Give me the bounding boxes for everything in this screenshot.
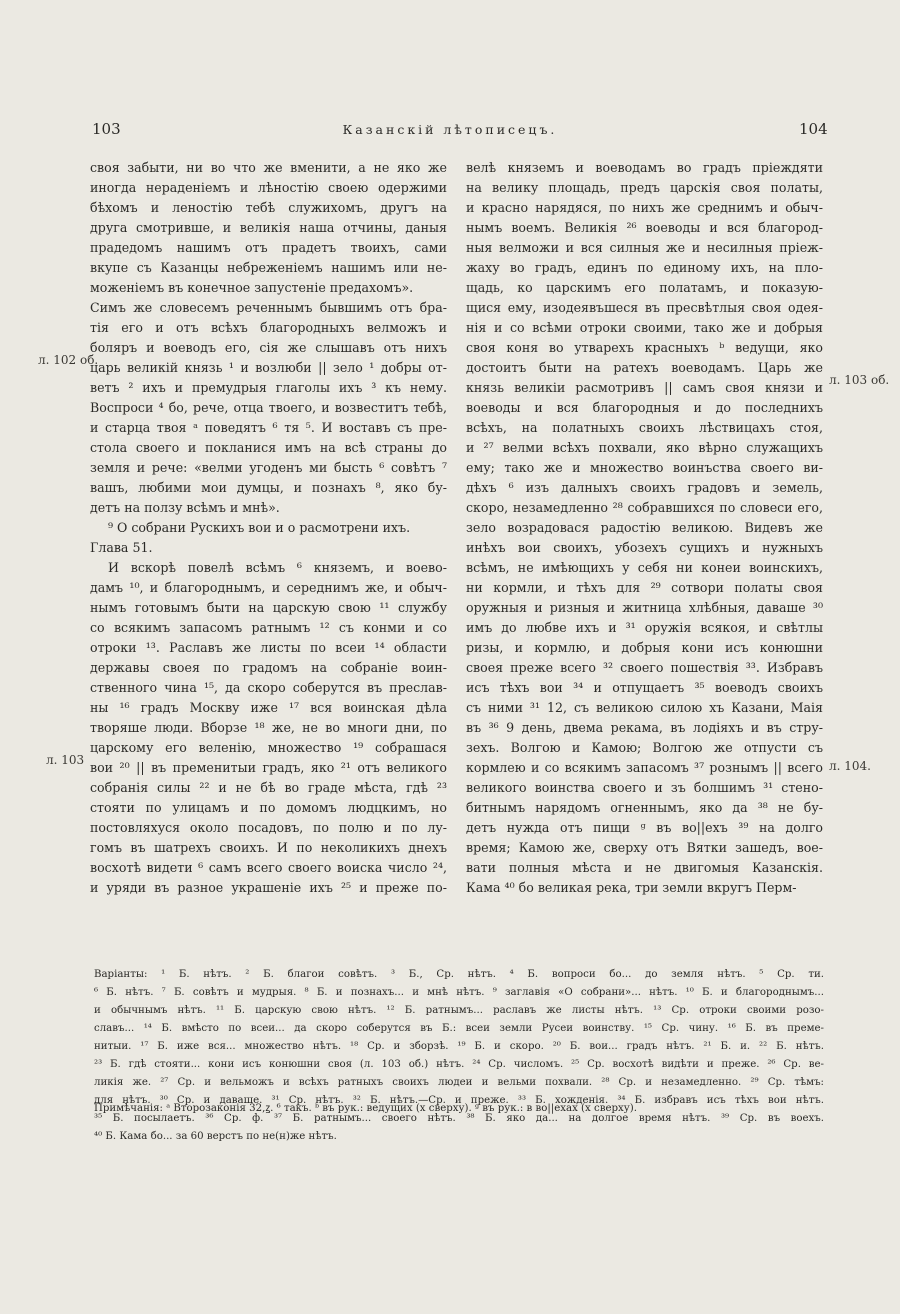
text-line: жаху во градъ, единъ по единому ихъ, на пло- — [466, 260, 823, 275]
text-line: вати полныя мѣста и не двигомыя Казанскія. — [466, 860, 823, 875]
margin-note-folio: л. 103 об. — [829, 373, 890, 387]
page-number-left: 103 — [92, 120, 121, 138]
text-line: ныя велможи и вся силныя же и несилныя пріеж- — [466, 240, 823, 255]
variant-line: ³⁵ Б. посылаетъ. ³⁶ Ср. ф. ³⁷ Б. ратнымъ... своего нѣтъ. ³⁸ Б. яко да... на долгое время нѣтъ. ³⁹ Ср. въ воехъ. — [94, 1113, 824, 1124]
text-line: творяше люди. Вборзе ¹⁸ же, не во многи дни, по — [90, 720, 447, 735]
text-line: дамъ ¹⁰, и благороднымъ, и середнимъ же, и обыч- — [90, 580, 447, 595]
text-line: друга смотривше, и великія наша отчины, даныя — [90, 220, 447, 235]
text-line: и ²⁷ велми всѣхъ похвали, яко вѣрно служащихъ — [466, 440, 823, 455]
text-line: тія его и отъ всѣхъ благородныхъ велможъ и — [90, 320, 447, 335]
text-line: ственного чина ¹⁵, да скоро соберутся въ преслав- — [90, 680, 447, 695]
text-line: исъ тѣхъ вои ³⁴ и отпущаетъ ³⁵ воеводъ своихъ — [466, 680, 823, 695]
text-line: гомъ въ шатрехъ своихъ. И по неколикихъ днехъ — [90, 840, 447, 855]
text-line: нымъ готовымъ быти на царскую свою ¹¹ службу — [90, 600, 447, 615]
text-line: вашъ, любими мои думцы, и познахъ ⁸, яко бу- — [90, 480, 447, 495]
variant-line: Варіанты: ¹ Б. нѣтъ. ² Б. благои совѣтъ. ³ Б., Ср. нѣтъ. ⁴ Б. вопроси бо... до земля нѣтъ. ⁵ Ср. ти. — [94, 969, 824, 980]
text-line: нымъ воемъ. Великія ²⁶ воеводы и вся благород- — [466, 220, 823, 235]
text-line: и красно нарядяся, по нихъ же среднимъ и обыч- — [466, 200, 823, 215]
margin-note-folio: л. 104. — [829, 759, 871, 773]
variant-line: ²³ Б. гдѣ стояти... кони исъ конюшни своя (л. 103 об.) нѣтъ. ²⁴ Ср. числомъ. ²⁵ Ср. восхотѣ видѣти и преже. ²⁶ Ср. ве- — [94, 1059, 824, 1070]
text-line: имъ до любве ихъ и ³¹ оружія всякоя, и свѣтлы — [466, 620, 823, 635]
text-line: время; Камою же, сверху отъ Вятки зашедъ, вое- — [466, 840, 823, 855]
text-line: державы своея по градомъ на собраніе воин- — [90, 660, 447, 675]
text-line: зело возрадовася радостію великою. Видевъ же — [466, 520, 823, 535]
remarks-footnote — [94, 1100, 824, 1118]
variant-line: славъ... ¹⁴ Б. вмѣсто по всеи... да скоро соберутся въ Б.: всеи земли Русеи воинству. ¹⁵ Ср. чину. ¹⁶ Б. въ преме- — [94, 1023, 824, 1034]
text-line: Воспроси ⁴ бо, рече, отца твоего, и возвеститъ тебѣ, — [90, 400, 447, 415]
right-text-column — [466, 158, 823, 898]
text-line: на велику площадь, предъ царскія своя полаты, — [466, 180, 823, 195]
text-line: детъ на ползу всѣмъ и мнѣ». — [90, 500, 280, 515]
text-line: своя забыти, ни во что же вменити, а не яко же — [90, 160, 447, 175]
text-line: собранія силы ²² и не бѣ во граде мѣста, гдѣ ²³ — [90, 780, 447, 795]
text-line: щадь, ко царскимъ его полатамъ, и показую- — [466, 280, 823, 295]
text-line: ему; тако же и множество воинъства своего ви- — [466, 460, 823, 475]
text-line: велѣ княземъ и воеводамъ во градъ пріеждяти — [466, 160, 823, 175]
text-line: зехъ. Волгою и Камою; Волгою же отпусти съ — [466, 740, 823, 755]
text-line: восхотѣ видети ⁶ самъ всего своего воиска число ²⁴, — [90, 860, 447, 875]
text-line: съ ними ³¹ 12, съ великою силою хъ Казани, Маія — [466, 700, 823, 715]
variant-line: ⁴⁰ Б. Кама бо... за 60 верстъ по не(н)же нѣтъ. — [94, 1131, 337, 1142]
text-line: всѣмъ, не имѣющихъ у себя ни конеи воинскихъ, — [466, 560, 823, 575]
text-line: скоро, незамедленно ²⁸ собравшихся по словеси его, — [466, 500, 823, 515]
margin-note-folio: л. 102 об. — [38, 353, 99, 367]
text-line: Симъ же словесемъ реченнымъ бывшимъ отъ бра- — [90, 300, 447, 315]
text-line: дѣхъ ⁶ изъ далныхъ своихъ градовъ и земель, — [466, 480, 823, 495]
text-line: своя коня во утварехъ красныхъ ᵇ ведущи, яко — [466, 340, 823, 355]
text-line: достоитъ быти на ратехъ воеводамъ. Царь же — [466, 360, 823, 375]
text-line: Кама ⁴⁰ бо великая река, три земли вкругъ Перм- — [466, 880, 797, 895]
text-line: всѣхъ, на полатныхъ своихъ лѣствицахъ стоя, — [466, 420, 823, 435]
text-line: ни кормли, и тѣхъ для ²⁹ сотвори полаты своя — [466, 580, 823, 595]
text-line: инѣхъ вои своихъ, убозехъ сущихъ и нужныхъ — [466, 540, 823, 555]
page-header — [0, 120, 900, 144]
text-line: нія и со всѣми отроки своими, тако же и добрыя — [466, 320, 823, 335]
text-line: въ ³⁶ 9 день, двема рекама, въ лодіяхъ и въ стру- — [466, 720, 823, 735]
remarks-line: Примѣчанія: ᵃ Второзаконія 32,ꙁ. ⁶ такъ. ᵇ въ рук.: ведущих (х сверху). ᵍ въ рук.: в во||ехах (х сверху). — [94, 1103, 637, 1114]
text-line: и старца твоя ᵃ поведятъ ⁶ тя ⁵. И воставъ съ пре- — [90, 420, 447, 435]
text-line: ны ¹⁶ градъ Москву иже ¹⁷ вся воинская дѣла — [90, 700, 447, 715]
text-line: боляръ и воеводъ его, сія же слышавъ отъ нихъ — [90, 340, 447, 355]
text-line: и уряди въ разное украшеніе ихъ ²⁵ и преже по- — [90, 880, 447, 895]
text-line: со всякимъ запасомъ ратнымъ ¹² съ конми и со — [90, 620, 447, 635]
text-line: стояти по улицамъ и по домомъ людцкимъ, но — [90, 800, 447, 815]
text-line: великого воинства своего и зъ болшимъ ³¹ стено- — [466, 780, 823, 795]
text-line: князь великіи расмотривъ || самъ своя князи и — [466, 380, 823, 395]
text-line: кормлею и со всякимъ запасомъ ³⁷ рознымъ || всего — [466, 760, 823, 775]
text-line: ⁹ О собрани Рускихъ вои и о расмотрени ихъ. — [108, 520, 411, 535]
text-line: щися ему, изодеявъшеся въ пресвѣтлыя своя одея- — [466, 300, 823, 315]
text-line: моженіемъ въ конечное запустеніе предахомъ». — [90, 280, 414, 295]
page-number-right: 104 — [799, 120, 828, 138]
text-line: воеводы и вся благородныя и до последнихъ — [466, 400, 823, 415]
text-line: ветъ ² ихъ и премудрыя глаголы ихъ ³ къ нему. — [90, 380, 447, 395]
text-line: И вскорѣ повелѣ всѣмъ ⁶ княземъ, и воево- — [108, 560, 447, 575]
variant-line: и обычнымъ нѣтъ. ¹¹ Б. царскую свою нѣтъ. ¹² Б. ратнымъ... раславъ же листы нѣтъ. ¹³ Ср. отроки своими розо- — [94, 1005, 824, 1016]
text-line: оружныя и ризныя и житница хлѣбныя, даваше ³⁰ — [466, 600, 823, 615]
text-line: вои ²⁰ || въ пременитыи градъ, яко ²¹ отъ великого — [90, 760, 447, 775]
text-line: ризы, и кормлю, и добрыя кони исъ конюшни — [466, 640, 823, 655]
running-title: Казанскій лѣтописецъ. — [342, 122, 558, 137]
text-line: Глава 51. — [90, 540, 153, 555]
left-text-column — [90, 158, 447, 898]
text-line: царскому его веленію, множество ¹⁹ собрашася — [90, 740, 447, 755]
variant-line: ⁶ Б. нѣтъ. ⁷ Б. совѣтъ и мудрыя. ⁸ Б. и познахъ... и мнѣ нѣтъ. ⁹ заглавія «О собрани»... нѣтъ. ¹⁰ Б. и благороднымъ... — [94, 987, 824, 998]
text-line: бѣхомъ и леностію тебѣ служихомъ, другъ на — [90, 200, 447, 215]
text-line: постовляхуся около посадовъ, по полю и по лу- — [90, 820, 447, 835]
text-line: вкупе съ Казанцы небреженіемъ нашимъ или не- — [90, 260, 447, 275]
text-line: земля и рече: «велми угоденъ ми бысть ⁶ совѣтъ ⁷ — [90, 460, 447, 475]
text-line: прадедомъ нашимъ отъ прадетъ твоихъ, сами — [90, 240, 447, 255]
text-line: иногда нераденіемъ и лѣностію своею одержими — [90, 180, 447, 195]
variant-line: для нѣтъ. ³⁰ Ср. и даваше. ³¹ Ср. нѣтъ. ³² Б. нѣтъ.—Ср. и преже. ³³ Б. хожденія. ³⁴ Б. избравъ исъ тѣхъ вои нѣтъ. — [94, 1095, 824, 1106]
margin-note-folio: л. 103 — [46, 753, 85, 767]
text-line: отроки ¹³. Раславъ же листы по всеи ¹⁴ области — [90, 640, 447, 655]
text-line: битнымъ нарядомъ огненнымъ, яко да ³⁸ не бу- — [466, 800, 823, 815]
variants-apparatus — [94, 966, 824, 1146]
variant-line: ликія же. ²⁷ Ср. и вельможъ и всѣхъ ратныхъ своихъ людеи и вельми похвали. ²⁸ Ср. и незамедленно. ²⁹ Ср. тѣмъ: — [94, 1077, 824, 1088]
text-line: своея преже всего ³² своего пошествія ³³. Избравъ — [466, 660, 823, 675]
text-line: царь великій князь ¹ и возлюби || зело ¹ добры от- — [90, 360, 447, 375]
text-line: стола своего и покланися имъ на всѣ страны до — [90, 440, 447, 455]
text-line: детъ нужда отъ пищи ᵍ въ во||ехъ ³⁹ на долго — [466, 820, 823, 835]
variant-line: нитыи. ¹⁷ Б. иже вся... множество нѣтъ. ¹⁸ Ср. и зборзѣ. ¹⁹ Б. и скоро. ²⁰ Б. вои... градъ нѣтъ. ²¹ Б. и. ²² Б. нѣтъ. — [94, 1041, 824, 1052]
